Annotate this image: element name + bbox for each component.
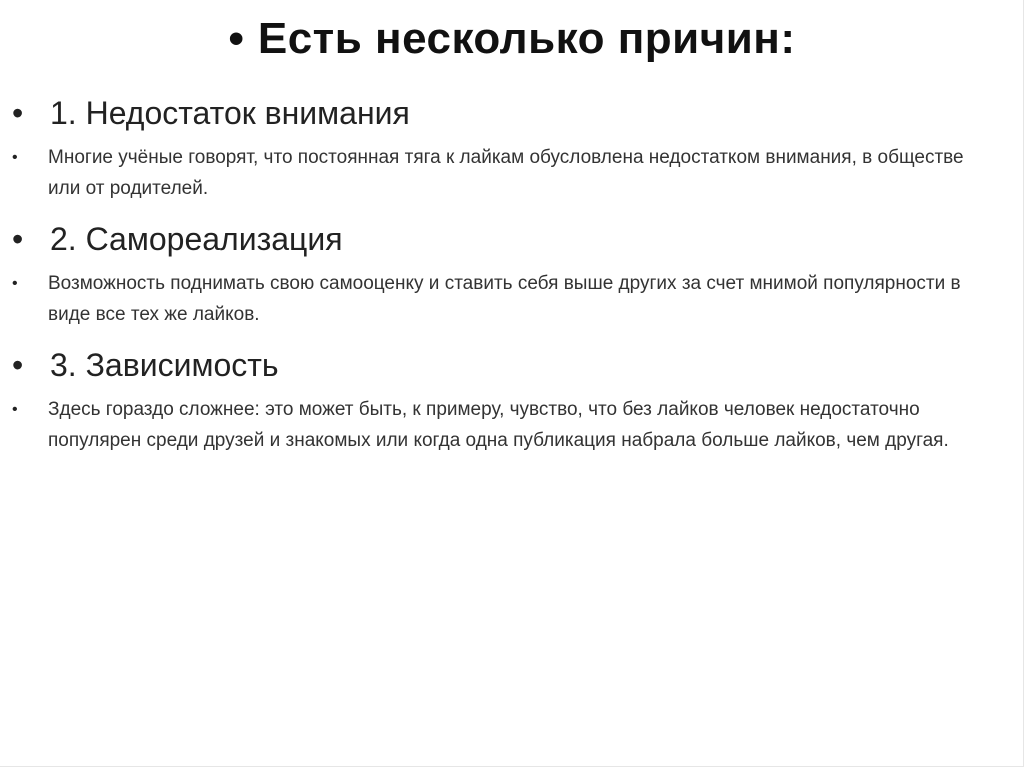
slide-title-row (0, 14, 1024, 64)
reason-description-row (10, 142, 1010, 204)
reason-heading-row (10, 214, 1010, 264)
reason-description: Здесь гораздо сложнее: это может быть, к примеру, чувство, что без лайков человек недостаточно популярен среди друзей и знакомых или когда одна публикация набрала больше лайков, чем другая. (48, 399, 949, 451)
reason-item-1 (10, 88, 1010, 204)
slide-title: Есть несколько причин: (257, 14, 796, 63)
bullet-icon: • (12, 401, 18, 418)
bullet-icon: • (12, 347, 24, 383)
slide-content (10, 88, 1010, 456)
reason-item-3 (10, 340, 1010, 456)
reason-description-row (10, 394, 1010, 456)
reason-heading-row (10, 88, 1010, 138)
reason-heading: 3. Зависимость (50, 346, 279, 383)
bullet-icon: • (12, 221, 24, 257)
reason-description: Многие учёные говорят, что постоянная тяга к лайкам обусловлена недостатком внимания, в обществе или от родителей. (48, 147, 964, 199)
reason-heading: 2. Самореализация (50, 220, 343, 257)
reason-description-row (10, 268, 1010, 330)
title-bullet-icon: • (228, 14, 244, 63)
bullet-icon: • (12, 95, 24, 131)
reason-item-2 (10, 214, 1010, 330)
reason-description: Возможность поднимать свою самооценку и ставить себя выше других за счет мнимой популярности в виде все тех же лайков. (48, 273, 961, 325)
reason-heading-row (10, 340, 1010, 390)
bullet-icon: • (12, 149, 18, 166)
reason-heading: 1. Недостаток внимания (50, 94, 410, 131)
bullet-icon: • (12, 275, 18, 292)
